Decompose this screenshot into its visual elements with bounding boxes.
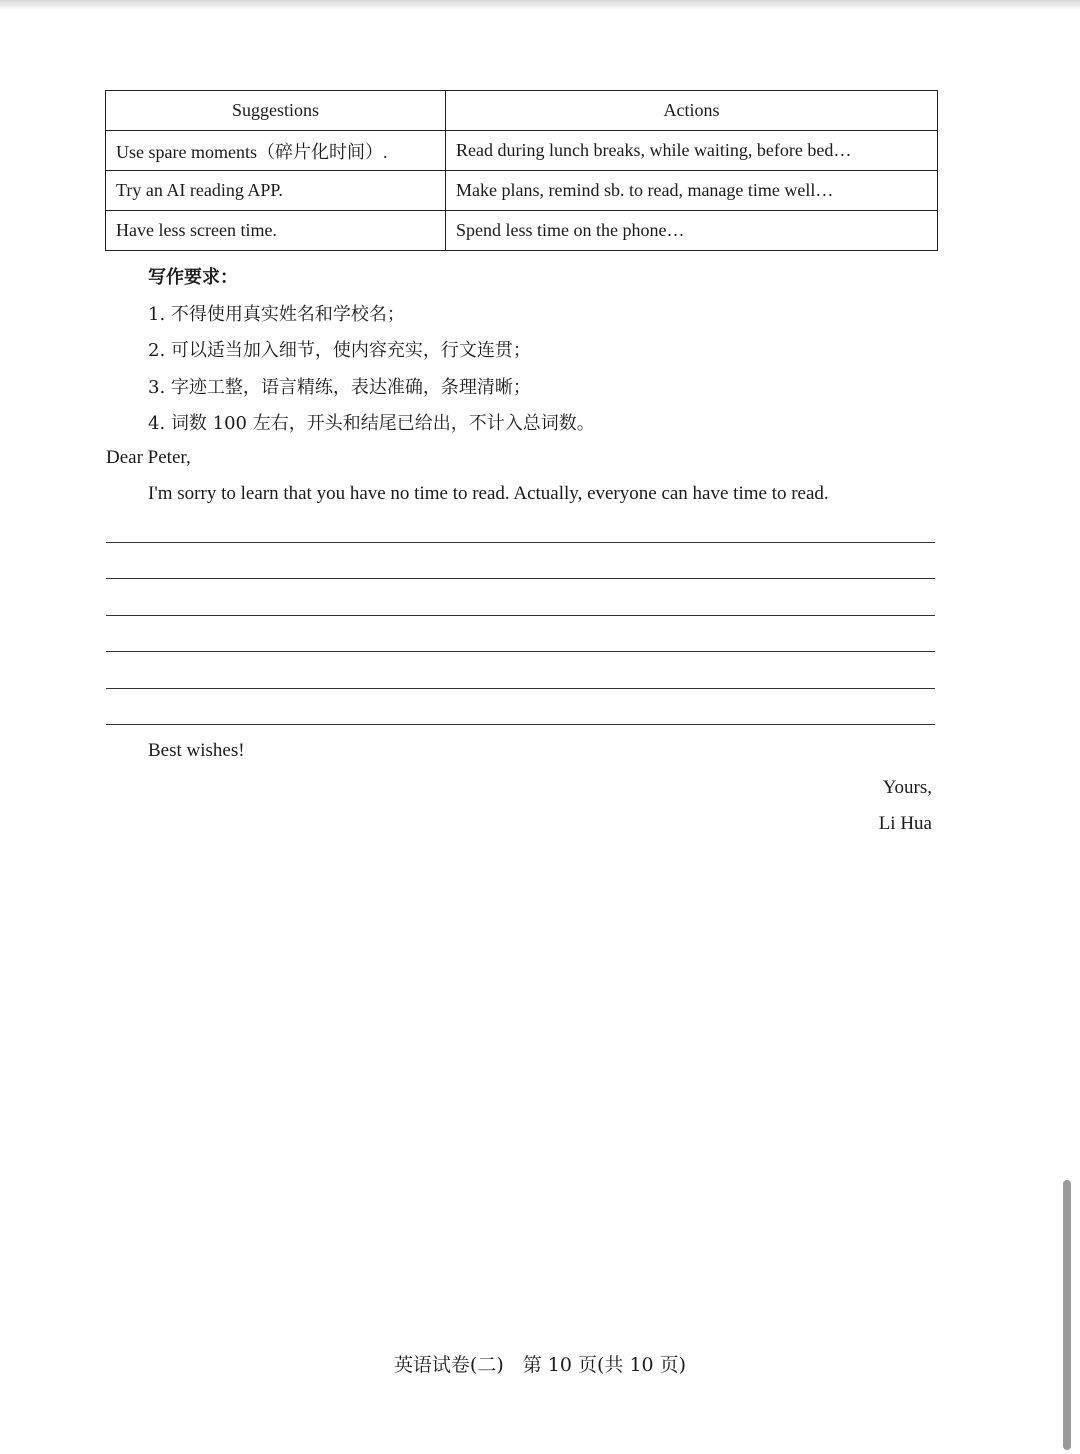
action-cell: Spend less time on the phone… [446,211,938,251]
writing-line [106,651,935,652]
requirement-item: 2. 可以适当加入细节，使内容充实，行文连贯； [148,340,531,361]
page-footer: 英语试卷(二) 第 10 页(共 10 页) [393,1354,687,1376]
requirement-item: 3. 字迹工整，语言精练，表达准确，条理清晰； [148,377,531,398]
letter-sign-off: Yours, [882,777,932,798]
letter-closing: Best wishes! [148,740,245,761]
suggestion-cell: Use spare moments（碎片化时间）. [106,131,446,171]
requirement-item: 1. 不得使用真实姓名和学校名； [148,304,405,325]
suggestions-table [105,90,938,251]
writing-line [106,542,935,543]
writing-line [106,724,935,725]
header-actions: Actions [446,91,938,131]
writing-line [106,578,935,579]
suggestion-cell: Have less screen time. [106,211,446,251]
writing-line [106,615,935,616]
writing-line [106,688,935,689]
table-row [106,211,938,251]
suggestion-cell: Try an AI reading APP. [106,171,446,211]
action-cell: Read during lunch breaks, while waiting, before bed… [446,131,938,171]
letter-opening: I'm sorry to learn that you have no time to read. Actually, everyone can have time to read. [148,483,829,504]
requirement-item: 4. 词数 100 左右，开头和结尾已给出，不计入总词数。 [148,413,595,434]
letter-greeting: Dear Peter, [106,447,191,468]
requirements-title: 写作要求： [148,267,238,288]
letter-signature: Li Hua [878,813,932,834]
action-cell: Make plans, remind sb. to read, manage time well… [446,171,938,211]
table-row [106,171,938,211]
header-suggestions: Suggestions [106,91,446,131]
table-header-row [106,91,938,131]
scrollbar-thumb[interactable] [1063,1180,1071,1450]
table-row [106,131,938,171]
